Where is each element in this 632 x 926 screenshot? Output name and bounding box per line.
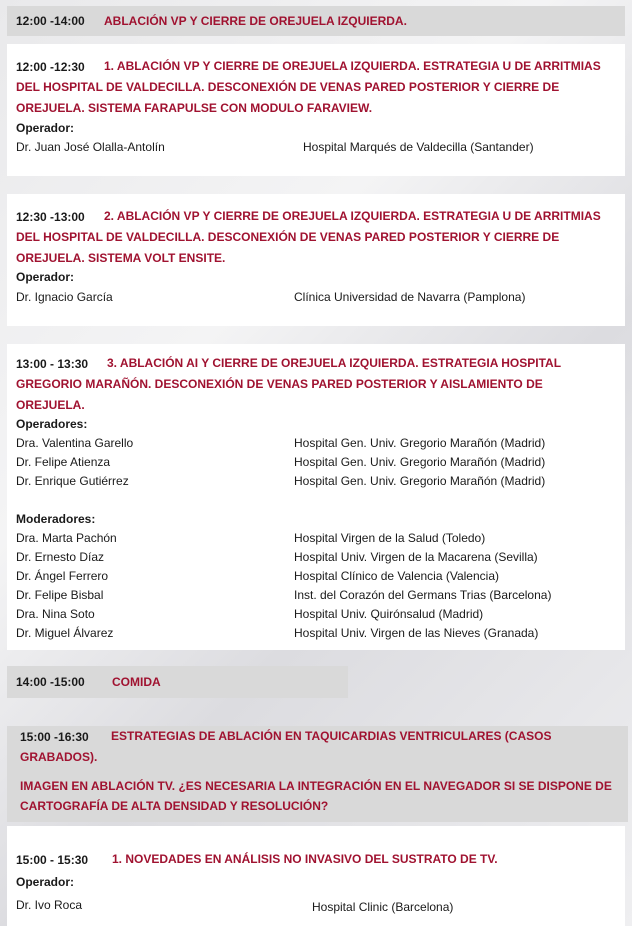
session-header-2	[7, 726, 628, 822]
moderator-name: Dr. Felipe Bisbal	[16, 588, 104, 602]
person-name: Dr. Ivo Roca	[16, 898, 83, 912]
talk-title-line: 3. ABLACIÓN AI Y CIERRE DE OREJUELA IZQUIERDA. ESTRATEGIA HOSPITAL	[107, 356, 562, 370]
moderator-hospital: Hospital Univ. Virgen de las Nieves (Granada)	[294, 626, 539, 640]
session-header-1	[7, 6, 625, 36]
person-hospital: Hospital Gen. Univ. Gregorio Marañón (Madrid)	[294, 436, 546, 450]
session-subtitle-line: IMAGEN EN ABLACIÓN TV. ¿ES NECESARIA LA INTEGRACIÓN EN EL NAVEGADOR SI SE DISPONE DE	[20, 779, 612, 793]
lunch-time: 14:00 -15:00	[16, 675, 85, 689]
moderator-hospital: Hospital Univ. Quirónsalud (Madrid)	[294, 607, 484, 621]
role-label: Operador:	[16, 270, 75, 284]
talk-time: 15:00 - 15:30	[16, 853, 89, 867]
talk-title: 1. NOVEDADES EN ANÁLISIS NO INVASIVO DEL SUSTRATO DE TV.	[112, 852, 498, 866]
lunch-header	[7, 666, 348, 698]
role-label: Operador:	[16, 875, 75, 889]
person-hospital: Hospital Marqués de Valdecilla (Santander)	[303, 140, 534, 154]
talk-time: 13:00 - 13:30	[16, 357, 89, 371]
moderator-hospital: Hospital Virgen de la Salud (Toledo)	[294, 531, 486, 545]
moderator-hospital: Hospital Univ. Virgen de la Macarena (Sevilla)	[294, 550, 538, 564]
talk-title-line: OREJUELA. SISTEMA FARAPULSE CON MODULO FARAVIEW.	[16, 101, 373, 115]
role-label: Operadores:	[16, 417, 88, 431]
person-hospital: Hospital Gen. Univ. Gregorio Marañón (Madrid)	[294, 474, 546, 488]
talk-block-3	[7, 344, 625, 650]
person-name: Dra. Valentina Garello	[16, 436, 134, 450]
person-hospital: Hospital Clinic (Barcelona)	[312, 900, 454, 914]
moderator-name: Dr. Ernesto Díaz	[16, 550, 105, 564]
talk-title-line: DEL HOSPITAL DE VALDECILLA. DESCONEXIÓN DE VENAS PARED POSTERIOR Y CIERRE DE	[16, 80, 560, 94]
moderator-hospital: Hospital Clínico de Valencia (Valencia)	[294, 569, 499, 583]
talk-time: 12:00 -12:30	[16, 60, 85, 74]
person-name: Dr. Juan José Olalla-Antolín	[16, 140, 165, 154]
talk-title-line: 1. ABLACIÓN VP Y CIERRE DE OREJUELA IZQUIERDA. ESTRATEGIA U DE ARRITMIAS	[104, 59, 601, 73]
moderator-name: Dra. Marta Pachón	[16, 531, 117, 545]
moderators-label: Moderadores:	[16, 512, 96, 526]
person-name: Dr. Enrique Gutiérrez	[16, 474, 129, 488]
talk-block-1	[7, 44, 625, 176]
talk-title-line: GREGORIO MARAÑÓN. DESCONEXIÓN DE VENAS PARED POSTERIOR Y AISLAMIENTO DE	[16, 377, 543, 391]
role-label: Operador:	[16, 121, 75, 135]
session-subtitle-line: CARTOGRAFÍA DE ALTA DENSIDAD Y RESOLUCIÓN?	[20, 799, 329, 813]
moderator-hospital: Inst. del Corazón del Germans Trias (Barcelona)	[294, 588, 552, 602]
person-name: Dr. Ignacio García	[16, 290, 113, 304]
talk-title-line: DEL HOSPITAL DE VALDECILLA. DESCONEXIÓN DE VENAS PARED POSTERIOR Y CIERRE DE	[16, 230, 560, 244]
talk-block-4	[7, 826, 625, 926]
moderator-name: Dra. Nina Soto	[16, 607, 95, 621]
session-title: ABLACIÓN VP Y CIERRE DE OREJUELA IZQUIERDA.	[104, 14, 407, 28]
lunch-title: COMIDA	[112, 675, 161, 689]
person-hospital: Clínica Universidad de Navarra (Pamplona)	[294, 290, 526, 304]
talk-title-line: OREJUELA. SISTEMA VOLT ENSITE.	[16, 251, 226, 265]
session-time: 15:00 -16:30	[20, 730, 89, 744]
session-title-line: ESTRATEGIAS DE ABLACIÓN EN TAQUICARDIAS VENTRICULARES (CASOS	[111, 729, 552, 743]
person-name: Dr. Felipe Atienza	[16, 455, 111, 469]
talk-block-2	[7, 194, 625, 326]
session-title-line: GRABADOS).	[20, 750, 98, 764]
session-time: 12:00 -14:00	[16, 14, 85, 28]
talk-title-line: 2. ABLACIÓN VP Y CIERRE DE OREJUELA IZQUIERDA. ESTRATEGIA U DE ARRITMIAS	[104, 209, 601, 223]
person-hospital: Hospital Gen. Univ. Gregorio Marañón (Madrid)	[294, 455, 546, 469]
talk-title-line: OREJUELA.	[16, 398, 85, 412]
talk-time: 12:30 -13:00	[16, 210, 85, 224]
moderator-name: Dr. Ángel Ferrero	[16, 569, 109, 583]
moderator-name: Dr. Miguel Álvarez	[16, 626, 114, 640]
